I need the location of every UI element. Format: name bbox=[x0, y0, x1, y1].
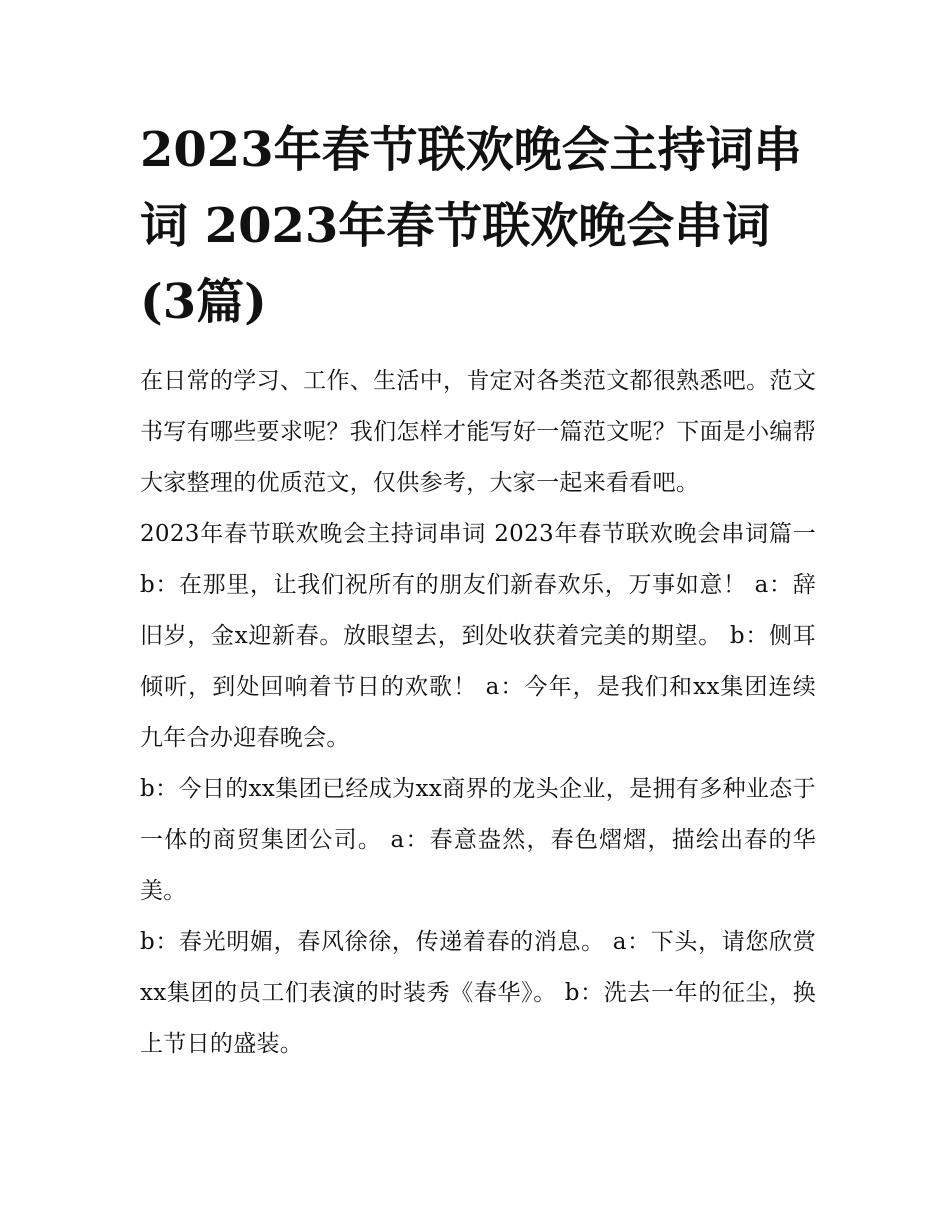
paragraph-intro: 在日常的学习、工作、生活中，肯定对各类范文都很熟悉吧。范文书写有哪些要求呢？我们怎样才能写好一篇范文呢？下面是小编帮大家整理的优质范文，仅供参考，大家一起来看看吧。 bbox=[140, 368, 816, 496]
paragraph-part-one: 2023年春节联欢晚会主持词串词 2023年春节联欢晚会串词篇一 b：在那里，让我们祝所有的朋友们新春欢乐，万事如意！ a：辞旧岁，金x迎新春。放眼望去，到处收获着完美的期望。 b：侧耳倾听，到处回响着节日的欢歌！ a：今年，是我们和xx集团连续九年合办迎春晚会。 bbox=[140, 521, 816, 751]
document-title: 2023年春节联欢晚会主持词串词 2023年春节联欢晚会串词(3篇) bbox=[140, 122, 802, 330]
paragraph-group-intro: b：今日的xx集团已经成为xx商界的龙头企业，是拥有多种业态于一体的商贸集团公司。 a：春意盎然，春色熠熠，描绘出春的华美。 bbox=[140, 776, 816, 904]
document-body bbox=[140, 356, 816, 1070]
paragraph-fashion-show: b：春光明媚，春风徐徐，传递着春的消息。 a：下头，请您欣赏xx集团的员工们表演的时装秀《春华》。 b：洗去一年的征尘，换上节日的盛装。 bbox=[140, 929, 816, 1057]
document-page bbox=[140, 112, 816, 1070]
